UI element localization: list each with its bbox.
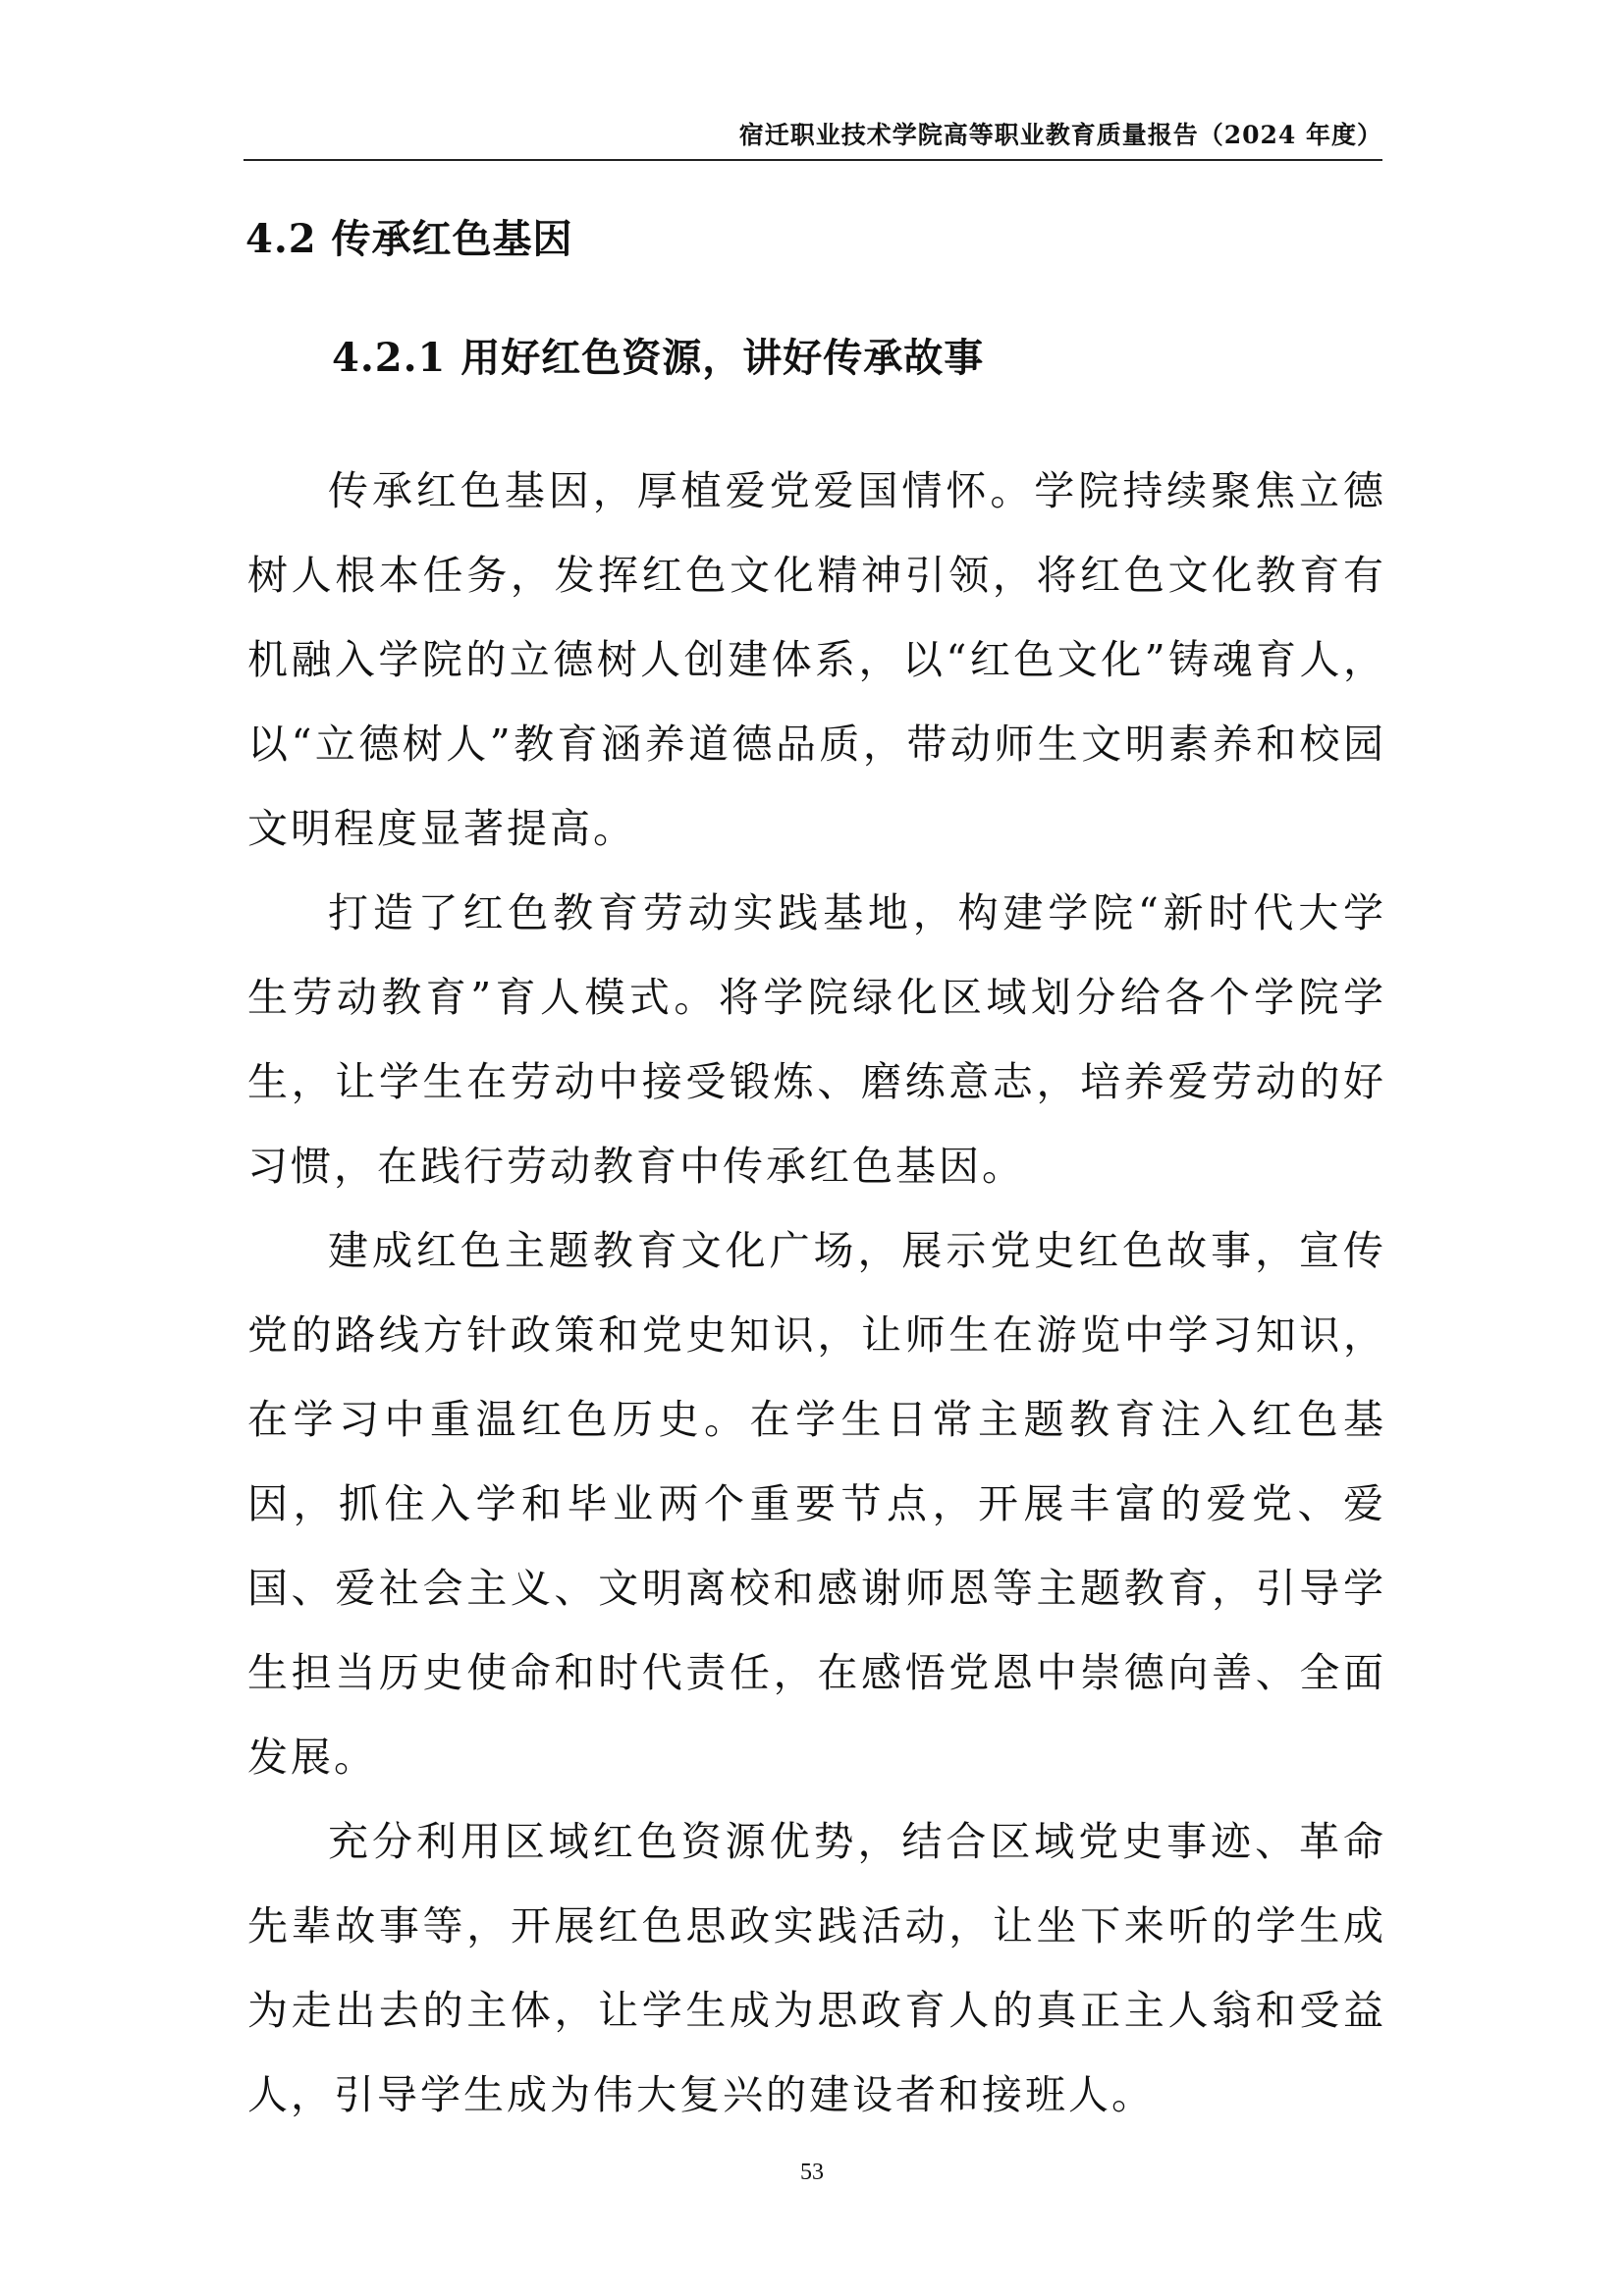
page-number: 53	[800, 2160, 824, 2185]
paragraph-4: 充分利用区域红色资源优势，结合区域党史事迹、革命先辈故事等，开展红色思政实践活动，让坐下来听的学生成为走出去的主体，让学生成为思政育人的真正主人翁和受益人，引导学生成为伟大复兴的建设者和接班人。	[247, 1818, 1386, 2118]
paragraph-1: 传承红色基因，厚植爱党爱国情怀。学院持续聚焦立德树人根本任务，发挥红色文化精神引领，将红色文化教育有机融入学院的立德树人创建体系，以“红色文化”铸魂育人，以“立德树人”教育涵养道德品质，带动师生文明素养和校园文明程度显著提高。	[247, 467, 1386, 852]
header-divider	[244, 159, 1382, 161]
paragraph-3: 建成红色主题教育文化广场，展示党史红色故事，宣传党的路线方针政策和党史知识，让师生在游览中学习知识，在学习中重温红色历史。在学生日常主题教育注入红色基因，抓住入学和毕业两个重要节点，开展丰富的爱党、爱国、爱社会主义、文明离校和感谢师恩等主题教育，引导学生担当历史使命和时代责任，在感悟党恩中崇德向善、全面发展。	[247, 1227, 1386, 1781]
section-title: 4.2 传承红色基因	[245, 216, 573, 262]
subsection-title: 4.2.1 用好红色资源，讲好传承故事	[332, 335, 985, 381]
body-text	[247, 449, 1386, 2137]
paragraph-2: 打造了红色教育劳动实践基地，构建学院“新时代大学生劳动教育”育人模式。将学院绿化区域划分给各个学院学生，让学生在劳动中接受锻炼、磨练意志，培养爱劳动的好习惯，在践行劳动教育中传承红色基因。	[247, 889, 1386, 1190]
running-header: 宿迁职业技术学院高等职业教育质量报告（2024 年度）	[738, 121, 1382, 149]
